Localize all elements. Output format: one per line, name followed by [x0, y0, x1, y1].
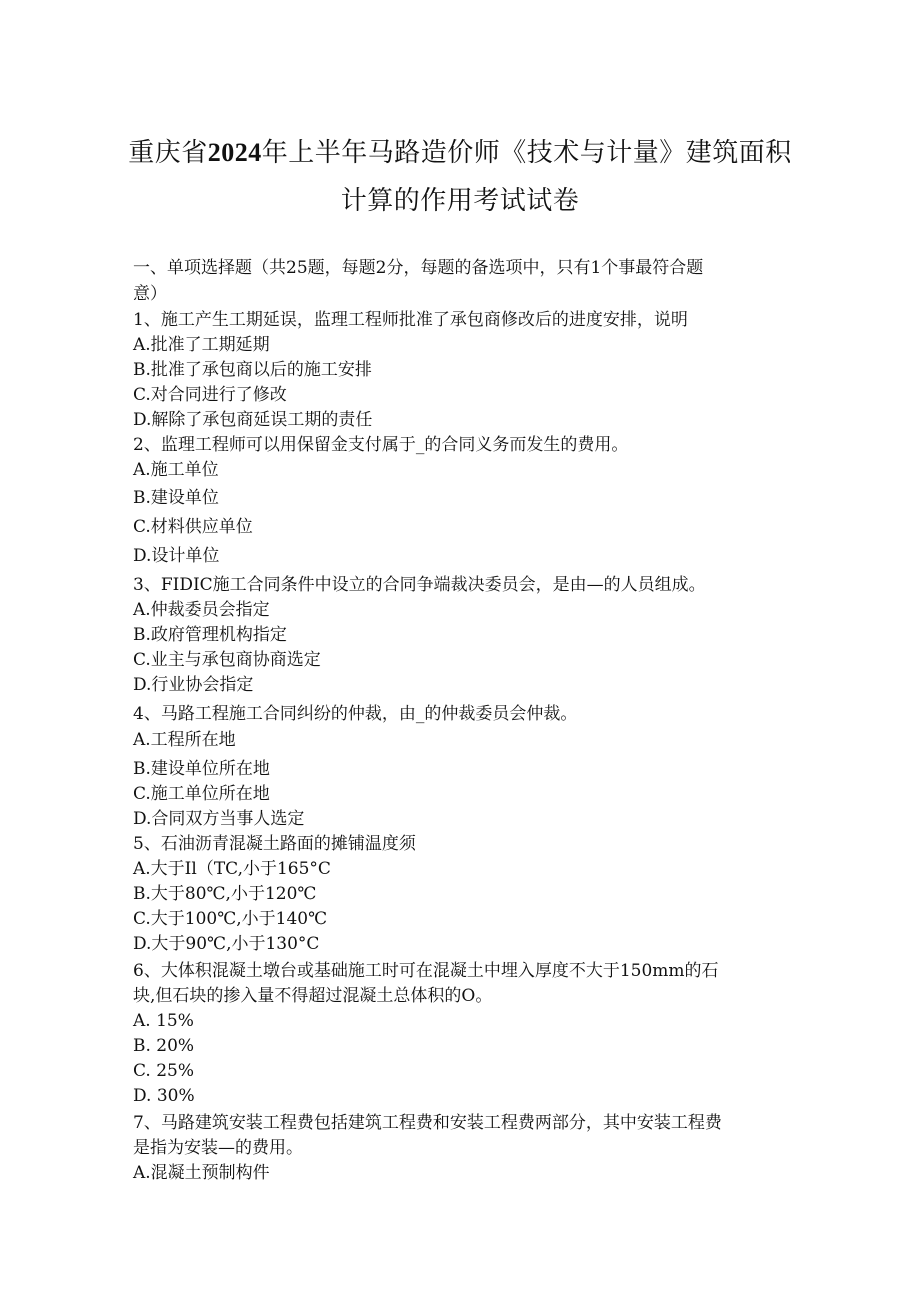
document-title-line-1: [110, 138, 810, 168]
question-stem: 4、马路工程施工合同纠纷的仲裁，由_的仲裁委员会仲裁。: [133, 704, 578, 724]
question-stem: 5、石油沥青混凝土路面的摊铺温度须: [133, 834, 416, 854]
answer-option: B.建设单位所在地: [133, 759, 270, 779]
section-heading-continued: 意）: [133, 284, 167, 304]
answer-option: A.大于Il（TC,小于165°C: [133, 859, 331, 879]
answer-option: C. 25%: [133, 1061, 194, 1081]
answer-option: D. 30%: [133, 1086, 195, 1106]
question-stem: 2、监理工程师可以用保留金支付属于_的合同义务而发生的费用。: [133, 435, 629, 455]
answer-option: C.大于100℃,小于140℃: [133, 909, 328, 929]
title-suffix: 年上半年马路造价师《技术与计量》建筑面积: [261, 138, 792, 168]
answer-option: A.仲裁委员会指定: [133, 600, 270, 620]
answer-option: C.施工单位所在地: [133, 784, 270, 804]
question-stem-continued: 块,但石块的掺入量不得超过混凝土总体积的O。: [133, 986, 493, 1006]
question-stem: 7、马路建筑安装工程费包括建筑工程费和安装工程费两部分，其中安装工程费: [133, 1113, 722, 1133]
question-stem: 1、施工产生工期延误，监理工程师批准了承包商修改后的进度安排，说明: [133, 310, 688, 330]
answer-option: C.业主与承包商协商选定: [133, 650, 321, 670]
answer-option: C.对合同进行了修改: [133, 385, 287, 405]
answer-option: D.解除了承包商延误工期的责任: [133, 410, 373, 430]
answer-option: A. 15%: [133, 1011, 194, 1031]
title-year: 2024: [207, 138, 262, 167]
answer-option: C.材料供应单位: [133, 517, 253, 537]
answer-option: A.批准了工期延期: [133, 335, 270, 355]
answer-option: B.批准了承包商以后的施工安排: [133, 360, 372, 380]
answer-option: D.行业协会指定: [133, 675, 254, 695]
answer-option: B.政府管理机构指定: [133, 625, 287, 645]
title-prefix: 重庆省: [128, 138, 208, 168]
question-stem: 3、FIDIC施工合同条件中设立的合同争端裁决委员会，是由—的人员组成。: [133, 575, 706, 595]
document-title-line-2: 计算的作用考试试卷: [340, 186, 580, 216]
answer-option: B.大于80℃,小于120℃: [133, 884, 317, 904]
question-stem: 6、大体积混凝土墩台或基础施工时可在混凝土中埋入厚度不大于150mm的石: [133, 961, 719, 981]
answer-option: A.施工单位: [133, 460, 219, 480]
answer-option: D.设计单位: [133, 546, 220, 566]
answer-option: A.混凝土预制构件: [133, 1163, 270, 1183]
answer-option: A.工程所在地: [133, 730, 236, 750]
answer-option: D.合同双方当事人选定: [133, 809, 305, 829]
section-heading: 一、单项选择题（共25题，每题2分，每题的备选项中，只有1个事最符合题: [133, 258, 704, 278]
answer-option: B.建设单位: [133, 488, 219, 508]
answer-option: B. 20%: [133, 1036, 195, 1056]
question-stem-continued: 是指为安装—的费用。: [133, 1138, 303, 1158]
answer-option: D.大于90℃,小于130°C: [133, 934, 320, 954]
